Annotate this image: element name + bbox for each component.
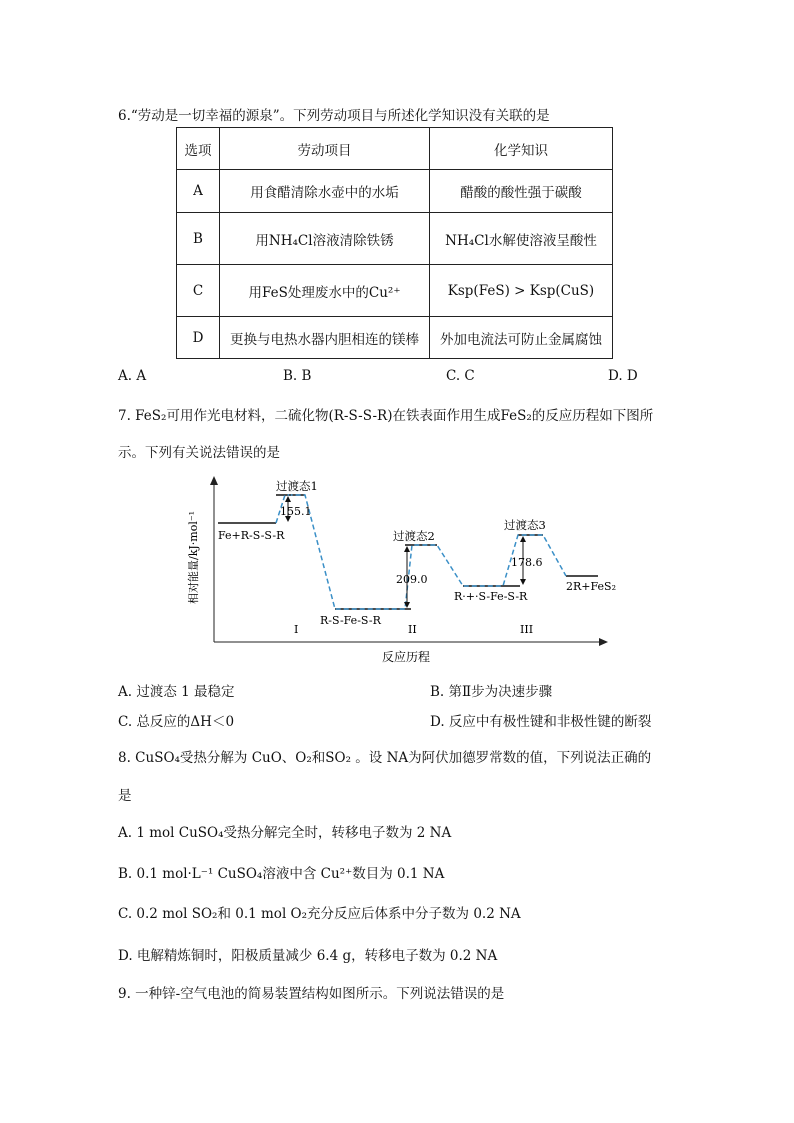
header-chem: 化学知识 bbox=[430, 128, 613, 170]
row-option: A bbox=[177, 170, 220, 213]
row-labor: 更换与电热水器内胆相连的镁棒 bbox=[220, 317, 430, 359]
row-chem: 醋酸的酸性强于碳酸 bbox=[430, 170, 613, 213]
label-ts1: 过渡态1 bbox=[276, 479, 318, 493]
row-chem: Ksp(FeS) > Ksp(CuS) bbox=[430, 265, 613, 317]
q7-choice-d[interactable]: D. 反应中有极性键和非极性键的断裂 bbox=[430, 714, 652, 730]
barrier3-value: 178.6 bbox=[511, 556, 543, 569]
energy-profile-diagram bbox=[180, 472, 620, 672]
q6-choice-c[interactable]: C. C bbox=[446, 368, 475, 384]
q6-choice-d[interactable]: D. D bbox=[608, 368, 638, 384]
barrier1-value: 155.1 bbox=[280, 505, 312, 518]
table-row bbox=[177, 317, 613, 359]
x-axis-label: 反应历程 bbox=[382, 650, 431, 664]
row-option: B bbox=[177, 213, 220, 265]
table-row bbox=[177, 213, 613, 265]
table-row bbox=[177, 265, 613, 317]
row-labor: 用食醋清除水壶中的水垢 bbox=[220, 170, 430, 213]
q9-stem: 9. 一种锌-空气电池的简易装置结构如图所示。下列说法错误的是 bbox=[118, 986, 505, 1002]
label-int2: R·+·S-Fe-S-R bbox=[454, 590, 528, 603]
label-product: 2R+FeS₂ bbox=[566, 580, 616, 593]
q7-stem-line2: 示。下列有关说法错误的是 bbox=[118, 445, 280, 461]
q8-stem-line1: 8. CuSO₄受热分解为 CuO、O₂和SO₂ 。设 NA为阿伏加德罗常数的值，下列说法正确的 bbox=[118, 750, 652, 766]
q8-choice-d[interactable]: D. 电解精炼铜时，阳极质量减少 6.4 g，转移电子数为 0.2 NA bbox=[118, 948, 498, 964]
q7-choice-b[interactable]: B. 第Ⅱ步为决速步骤 bbox=[430, 684, 553, 700]
row-option: C bbox=[177, 265, 220, 317]
x-axis-arrow bbox=[599, 638, 608, 646]
q6-table bbox=[176, 127, 613, 359]
label-int1: R-S-Fe-S-R bbox=[320, 614, 381, 627]
q8-choice-b[interactable]: B. 0.1 mol·L⁻¹ CuSO₄溶液中含 Cu²⁺数目为 0.1 NA bbox=[118, 866, 445, 882]
table-row bbox=[177, 170, 613, 213]
q7-stem-line1: 7. FeS₂可用作光电材料，二硫化物(R-S-S-R)在铁表面作用生成FeS₂的反应历程如下图所 bbox=[118, 408, 654, 424]
q7-choice-a[interactable]: A. 过渡态 1 最稳定 bbox=[118, 684, 235, 700]
q7-choice-c[interactable]: C. 总反应的ΔH＜0 bbox=[118, 714, 235, 730]
y-axis-arrow bbox=[210, 476, 218, 485]
q8-choice-c[interactable]: C. 0.2 mol SO₂和 0.1 mol O₂充分反应后体系中分子数为 0.2 NA bbox=[118, 906, 521, 922]
label-ts3: 过渡态3 bbox=[504, 518, 546, 532]
row-labor: 用FeS处理废水中的Cu²⁺ bbox=[220, 265, 430, 317]
row-chem: NH₄Cl水解使溶液呈酸性 bbox=[430, 213, 613, 265]
q8-stem-line2: 是 bbox=[118, 788, 132, 804]
y-axis-label: 相对能量/kJ·mol⁻¹ bbox=[187, 510, 200, 604]
label-ts2: 过渡态2 bbox=[393, 529, 435, 543]
barrier2-value: 209.0 bbox=[396, 573, 428, 586]
row-labor: 用NH₄Cl溶液清除铁锈 bbox=[220, 213, 430, 265]
q6-choice-b[interactable]: B. B bbox=[283, 368, 312, 384]
step-3: III bbox=[520, 623, 534, 636]
label-reactant: Fe+R-S-S-R bbox=[218, 529, 285, 542]
q6-stem: 6.“劳动是一切幸福的源泉”。下列劳动项目与所述化学知识没有关联的是 bbox=[118, 108, 550, 124]
header-labor: 劳动项目 bbox=[220, 128, 430, 170]
q6-choice-a[interactable]: A. A bbox=[118, 368, 147, 384]
q8-choice-a[interactable]: A. 1 mol CuSO₄受热分解完全时，转移电子数为 2 NA bbox=[118, 825, 452, 841]
step-2: II bbox=[408, 623, 417, 636]
step-1: I bbox=[294, 623, 299, 636]
row-option: D bbox=[177, 317, 220, 359]
header-option: 选项 bbox=[177, 128, 220, 170]
row-chem: 外加电流法可防止金属腐蚀 bbox=[430, 317, 613, 359]
